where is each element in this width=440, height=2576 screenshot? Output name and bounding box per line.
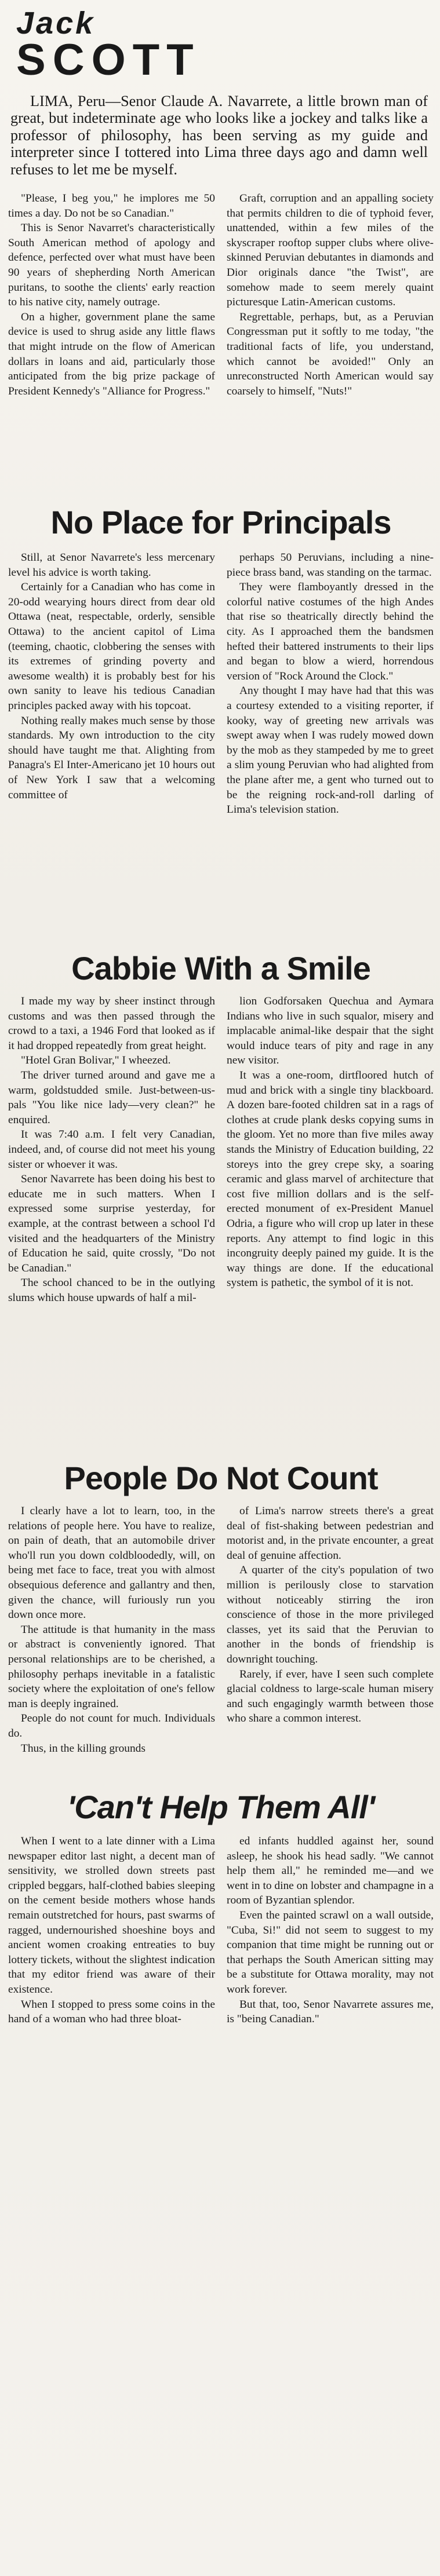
paragraph: "Hotel Gran Bolivar," I wheezed. <box>21 1054 171 1067</box>
section-4-right-column <box>227 1504 434 1756</box>
byline-first-name: Jack <box>16 6 96 41</box>
paragraph: A quarter of the city's population of two million is perilously close to starvation without noticeably stirring the iron conscience of those in the more privileged classes, yet its said that the Peruvian to another in the bonds of friendship is downright touching. <box>227 1564 434 1665</box>
paragraph: On a higher, government plane the same device is used to shrug aside any little flaws that might intrude on the flow of American dollars in loans and aid, particularly those anticipated from the big prize package of President Kennedy's "Alliance for Progress." <box>8 310 215 397</box>
paragraph: "Please, I beg you," he implores me 50 times a day. Do not be so Canadian." <box>8 192 215 220</box>
paragraph: of Lima's narrow streets there's a great deal of fist-shaking between pedestrian and motorist and, in the private encounter, a great deal of genuine affection. <box>227 1505 434 1562</box>
paragraph: The driver turned around and gave me a warm, goldstudded smile. Just-between-us-pals "You like nice lady—very clean?" he enquired. <box>8 1069 215 1126</box>
paragraph: The attitude is that humanity in the mass or abstract is conveniently ignored. That personal relationships are to be cherished, a philosophy perhaps inevitable in a fatalistic society where the exploitation of one's fellow man is deeply ingrained. <box>8 1623 215 1710</box>
section-4-left-column <box>8 1504 215 1756</box>
paragraph: Graft, corruption and an appalling society that permits children to die of typhoid fever, unattended, within a few miles of the skyscraper rooftop supper clubs where olive-skinned Peruvian debutantes in diamonds and Dior originals dance "the Twist", are somehow made to seem merely quaint picturesque Latin-American customs. <box>227 192 434 309</box>
paragraph: Even the painted scrawl on a wall outside, "Cuba, Si!" did not seem to suggest to my companion that time might be running out or that perhaps the South American sitting may be a substitute for Ottawa morality, may not work forever. <box>227 1909 434 1996</box>
section-2 <box>8 550 434 817</box>
paragraph: I clearly have a lot to learn, too, in the relations of people here. You have to realize, on pain of death, that an automobile driver who'll run you down coldbloodedly, will, on being met face to face, treat you with almost obsequious deference and gallantry and then, given the chance, will furiously run you down once more. <box>8 1505 215 1621</box>
section-5-right-column <box>227 1834 434 2027</box>
paragraph: Senor Navarrete has been doing his best to educate me in such matters. When I expressed some surprise yesterday, for example, at the contrast between a school I'd visited and the headquarters of the Ministry of Education he said, quite crossly, "Do not be Canadian." <box>8 1173 215 1274</box>
paragraph: I made my way by sheer instinct through customs and was then passed through the crowd to a taxi, a 1946 Ford that looked as if it had dropped repeatedly from great height. <box>8 995 215 1052</box>
paragraph: But that, too, Senor Navarrete assures me, is "being Canadian." <box>227 1998 434 2026</box>
paragraph: Still, at Senor Navarrete's less mercenary level his advice is worth taking. <box>8 551 215 579</box>
subheading-cabbie-with-a-smile: Cabbie With a Smile <box>71 950 370 986</box>
subheading-no-place-for-principals: No Place for Principals <box>50 504 391 540</box>
paragraph: When I went to a late dinner with a Lima newspaper editor last night, a decent man of sensitivity, we strolled down streets past crippled beggars, half-clothed babies sleeping on the cement beside mothers whose hands remain outstretched for hours, past swarms of ragged, undernourished shoeshine boys and ancient women croaking entreaties to buy lottery tickets, without the slightest indication that my editor friend was aware of their existence. <box>8 1835 215 1996</box>
paragraph: People do not count for much. Individuals do. <box>8 1712 215 1740</box>
paragraph: Certainly for a Canadian who has come in 20-odd wearying hours direct from dear old Ottawa (neat, respectable, orderly, sensible Ottawa) to the ancient capitol of Lima (teeming, chaotic, clobbering the senses with its extremes of grinding poverty and awesome wealth) it is probably best for his own sanity to leave his tedious Canadian principles packed away with his topcoat. <box>8 581 215 712</box>
paragraph: perhaps 50 Peruvians, including a nine-piece brass band, was standing on the tarmac. <box>227 551 434 579</box>
columnist-byline <box>16 6 422 85</box>
lead-paragraph: LIMA, Peru—Senor Claude A. Navarrete, a little brown man of great, but indeterminate age who looks like a jockey and talks like a professor of philosophy, has been serving as my guide and interpreter since I tottered into Lima three days ago and damn well refuses to let me be myself. <box>10 93 428 178</box>
section-4 <box>8 1504 434 1756</box>
paragraph: lion Godforsaken Quechua and Aymara Indians who live in such squalor, misery and implacable animal-like despair that the sight would induce tears of pity and rage in any new visitor. <box>227 995 434 1067</box>
section-1-left-column <box>8 191 215 399</box>
paragraph: This is Senor Navarret's characteristically South American method of apology and defence, perfected over what must have been 90 years of shepherding North American puritans, to soothe the clients' early reaction to his native city, namely outrage. <box>8 222 215 309</box>
paragraph: When I stopped to press some coins in the hand of a woman who had three bloat- <box>8 1998 215 2026</box>
byline-last-name: SCOTT <box>16 35 201 85</box>
paragraph: The school chanced to be in the outlying slums which house upwards of half a mil- <box>8 1277 215 1304</box>
section-3-right-column <box>227 994 434 1305</box>
paragraph: Thus, in the killing grounds <box>21 1742 146 1755</box>
section-5 <box>8 1834 434 2027</box>
paragraph: Nothing really makes much sense by those standards. My own introduction to the city should have taught me that. Alighting from Panagra's El Inter-Americano jet 10 hours out of New York I saw that a welcoming committee of <box>8 714 215 801</box>
paragraph: Any thought I may have had that this was a courtesy extended to a visiting reporter, if kooky, way of greeting new arrivals was swept away when I was rudely mowed down by the mob as they stampeded by me to greet a slim young Peruvian who had alighted from the plane after me, a gent who turned out to be the reigning rock-and-roll darling of Lima's television station. <box>227 685 434 816</box>
paragraph: It was a one-room, dirtfloored hutch of mud and brick with a single tiny blackboard. A dozen bare-footed children sat in a rags of clothes at crude plank desks copying sums in the gloom. Yet no more than five miles away stands the Ministry of Education building, 22 storeys into the grey crepe sky, a soaring ceramic and glass marvel of architecture that cost five million dollars and is the self-erected monument of ex-President Manuel Odria, a figure who will crop up later in these reports. Any attempt to find logic in this incongruity deeply pained my guide. It is the way things are done. If the educational system is pathetic, the symbol of it is not. <box>227 1069 434 1289</box>
section-2-left-column <box>8 550 215 817</box>
paragraph: It was 7:40 a.m. I felt very Canadian, indeed, and, of course did not meet his young sister or whoever it was. <box>8 1128 215 1171</box>
paragraph: ed infants huddled against her, sound asleep, he shook his head sadly. "We cannot help them all," he reminded me—and we went in to dine on lobster and champagne in a room of Byzantian splendor. <box>227 1835 434 1907</box>
section-3-left-column <box>8 994 215 1305</box>
section-3 <box>8 994 434 1305</box>
paragraph: They were flamboyantly dressed in the colorful native costumes of the high Andes that rise so theatrically directly behind the city. As I approached them the bandsmen hefted their battered instruments to their lips and began to blow a wierd, horrendous version of "Rock Around the Clock." <box>227 581 434 682</box>
subheading-people-do-not-count: People Do Not Count <box>64 1460 378 1496</box>
section-1 <box>8 191 434 399</box>
section-2-right-column <box>227 550 434 817</box>
section-1-right-column <box>227 191 434 399</box>
paragraph: Regrettable, perhaps, but, as a Peruvian Congressman put it softly to me today, "the traditional facts of life, you understand, which cannot be avoided!" Only an unreconstructed North American would say coarsely to himself, "Nuts!" <box>227 310 434 397</box>
paragraph: Rarely, if ever, have I seen such complete glacial coldness to large-scale human misery and such engagingly warmth between those who share a common interest. <box>227 1668 434 1725</box>
subheading-cant-help-them-all: 'Can't Help Them All' <box>67 1789 375 1825</box>
section-5-left-column <box>8 1834 215 2027</box>
